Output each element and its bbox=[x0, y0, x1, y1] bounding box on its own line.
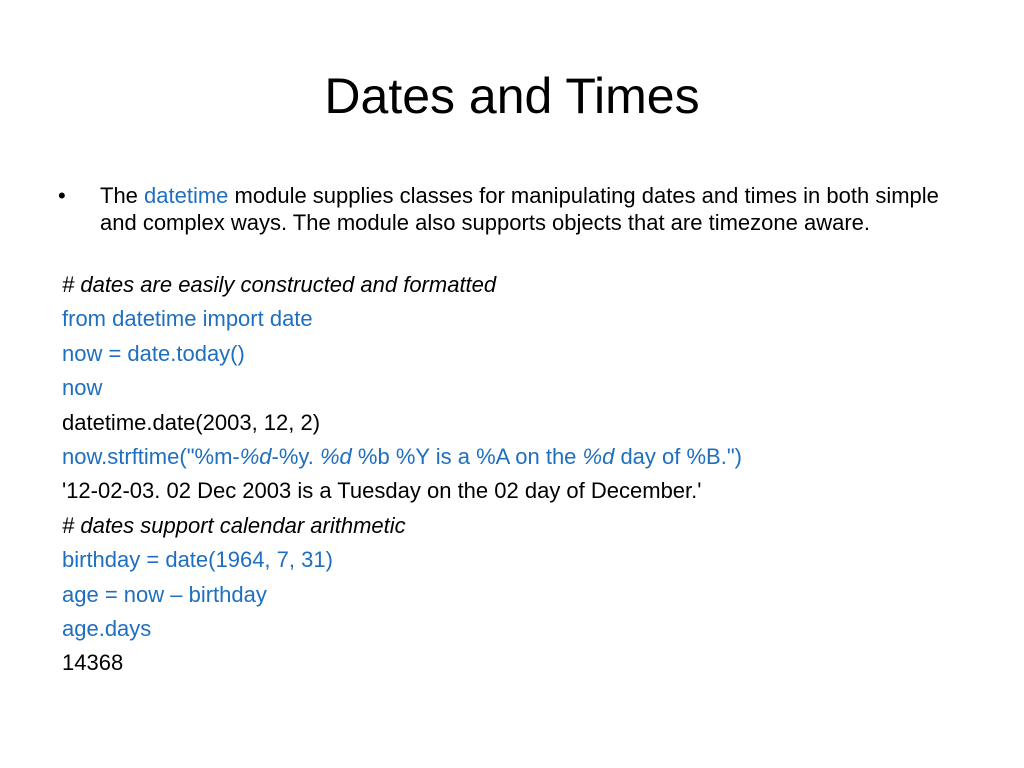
datetime-keyword: datetime bbox=[144, 183, 229, 208]
code-line: birthday = date(1964, 7, 31) bbox=[62, 547, 333, 573]
output-line: 14368 bbox=[62, 650, 124, 676]
comment-line: # dates support calendar arithmetic bbox=[62, 512, 406, 538]
strftime-code-line bbox=[62, 440, 992, 474]
slide-title: Dates and Times bbox=[324, 68, 700, 124]
code-line: now = date.today() bbox=[62, 340, 245, 366]
strftime-part: -%y. bbox=[271, 443, 320, 469]
code-line: from datetime import date bbox=[62, 306, 313, 332]
output-line: '12-02-03. 02 Dec 2003 is a Tuesday on the 02 day of December.' bbox=[62, 478, 702, 504]
bullet-marker: • bbox=[58, 183, 66, 208]
code-line: age.days bbox=[62, 615, 152, 641]
strftime-italic-part: %d bbox=[239, 443, 272, 469]
strftime-italic-part: %d bbox=[320, 443, 352, 469]
comment-line: # dates are easily constructed and formatted bbox=[62, 272, 497, 297]
bullet-post: module supplies classes for manipulating dates and times in both simple and complex ways. The module also supports objects that are timezone aware. bbox=[100, 183, 939, 235]
bullet-text bbox=[100, 182, 980, 236]
strftime-part: now.strftime("%m- bbox=[62, 443, 240, 469]
code-listing bbox=[62, 268, 992, 681]
strftime-part: day of %B.") bbox=[614, 443, 742, 469]
code-line: age = now – birthday bbox=[62, 581, 267, 607]
strftime-italic-part: %d bbox=[582, 443, 615, 469]
output-line: datetime.date(2003, 12, 2) bbox=[62, 409, 321, 435]
bullet-pre: The bbox=[100, 183, 145, 208]
code-line: now bbox=[62, 375, 103, 401]
strftime-part: %b %Y is a %A on the bbox=[351, 443, 583, 469]
